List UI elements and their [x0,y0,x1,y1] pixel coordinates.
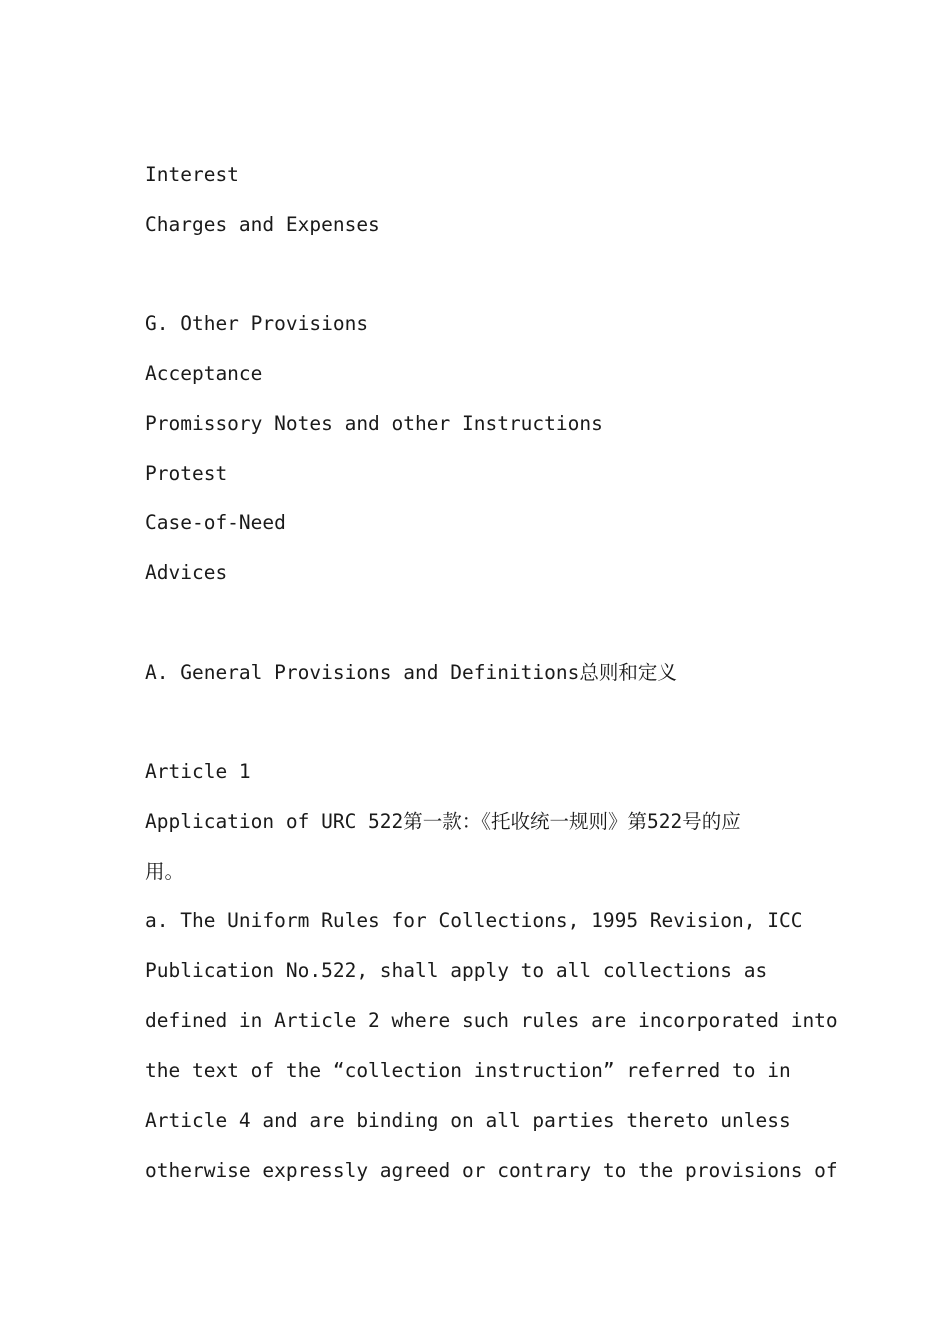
toc-item-case-of-need: Case-of-Need [145,511,286,534]
body-text-line: otherwise expressly agreed or contrary to the provisions of [145,1159,838,1182]
body-text-line: defined in Article 2 where such rules are incorporated into [145,1009,838,1032]
body-text-line: a. The Uniform Rules for Collections, 1995 Revision, ICC [145,909,803,932]
article-title: Application of URC 522第一款：《托收统一规则》第522号的应 [145,810,741,833]
toc-item-acceptance: Acceptance [145,362,263,385]
article-heading: Article 1 [145,760,251,783]
body-text-line: Publication No.522, shall apply to all collections as [145,959,768,982]
section-heading-general-provisions: A. General Provisions and Definitions总则和定义 [145,661,677,684]
toc-item-protest: Protest [145,462,228,485]
body-text-line: Article 4 and are binding on all parties thereto unless [145,1109,791,1132]
toc-item-advices: Advices [145,561,228,584]
toc-item-charges-and-expenses: Charges and Expenses [145,213,380,236]
toc-item-interest: Interest [145,163,239,186]
toc-item-promissory-notes: Promissory Notes and other Instructions [145,412,603,435]
toc-section-other-provisions: G. Other Provisions [145,312,369,335]
body-text-line: the text of the “collection instruction” referred to in [145,1059,791,1082]
article-title-continued: 用。 [145,860,185,883]
